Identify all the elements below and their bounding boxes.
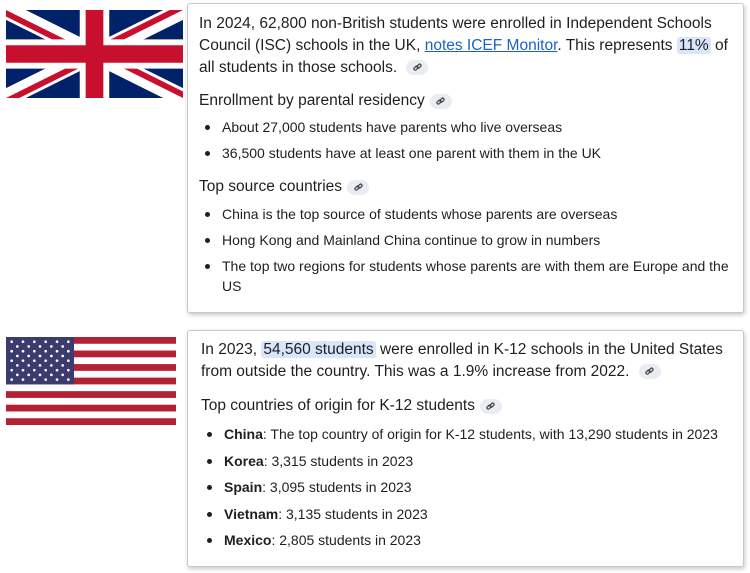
uk-lead-text-2: . This represents	[557, 37, 677, 54]
list-item	[201, 451, 731, 471]
link-icon[interactable]	[639, 364, 661, 379]
us-summary-card	[187, 330, 744, 567]
country-detail: : 3,095 students in 2023	[262, 479, 412, 495]
country-detail: : 2,805 students in 2023	[271, 532, 421, 548]
countries-of-origin-list	[201, 424, 731, 550]
us-lead-paragraph	[201, 339, 731, 383]
list-item	[201, 530, 731, 550]
list-item: About 27,000 students have parents who live overseas	[199, 117, 731, 137]
section-title-text: Enrollment by parental residency	[199, 92, 425, 109]
country-detail: : 3,135 students in 2023	[278, 505, 428, 522]
link-icon[interactable]	[406, 60, 428, 75]
list-item: 36,500 students have at least one parent with them in the UK	[199, 143, 731, 163]
list-item: The top two regions for students whose parents are with them are Europe and the US	[199, 256, 731, 296]
country-name: Vietnam	[224, 505, 279, 522]
list-item	[201, 504, 731, 524]
icef-monitor-link[interactable]: notes ICEF Monitor	[424, 37, 558, 54]
us-lead-text: In 2023,	[201, 341, 262, 358]
link-icon[interactable]	[430, 94, 452, 109]
country-name: China	[224, 426, 263, 442]
us-highlight[interactable]: 54,560 students	[263, 341, 374, 358]
country-name: Mexico	[224, 532, 272, 548]
link-icon[interactable]	[480, 399, 502, 414]
list-item	[201, 477, 731, 497]
list-item: China is the top source of students whose parents are overseas	[199, 204, 731, 224]
country-name: Spain	[224, 479, 263, 495]
country-name: Korea	[224, 452, 264, 469]
uk-lead-text-3: of all students in those schools.	[199, 37, 728, 76]
uk-flag	[6, 10, 183, 98]
section-title-countries-of-origin	[201, 396, 731, 416]
us-lead-text-2: were enrolled in K-12 schools in the United States from outside the country. This was a 1.9% increase from 2022.	[201, 341, 723, 380]
uk-lead-paragraph	[199, 13, 731, 79]
us-flag	[6, 337, 176, 425]
link-icon[interactable]	[347, 180, 369, 195]
section-title-parental-residency	[199, 91, 731, 111]
top-source-countries-list	[199, 204, 731, 296]
uk-lead-text: In 2024, 62,800 non-British students were enrolled in Independent Schools Council (ISC) schools in the UK,	[199, 15, 712, 54]
parental-residency-list	[199, 117, 731, 163]
section-title-top-source-countries	[199, 177, 731, 197]
country-detail: : The top country of origin for K-12 students, with 13,290 students in 2023	[262, 426, 718, 442]
country-detail: : 3,315 students in 2023	[263, 452, 414, 469]
section-title-text: Top countries of origin for K-12 students	[201, 397, 475, 414]
uk-summary-card	[187, 3, 744, 313]
list-item	[201, 424, 731, 444]
uk-highlight[interactable]: 11%	[678, 37, 709, 54]
list-item: Hong Kong and Mainland China continue to grow in numbers	[199, 230, 731, 250]
section-title-text: Top source countries	[199, 178, 343, 195]
